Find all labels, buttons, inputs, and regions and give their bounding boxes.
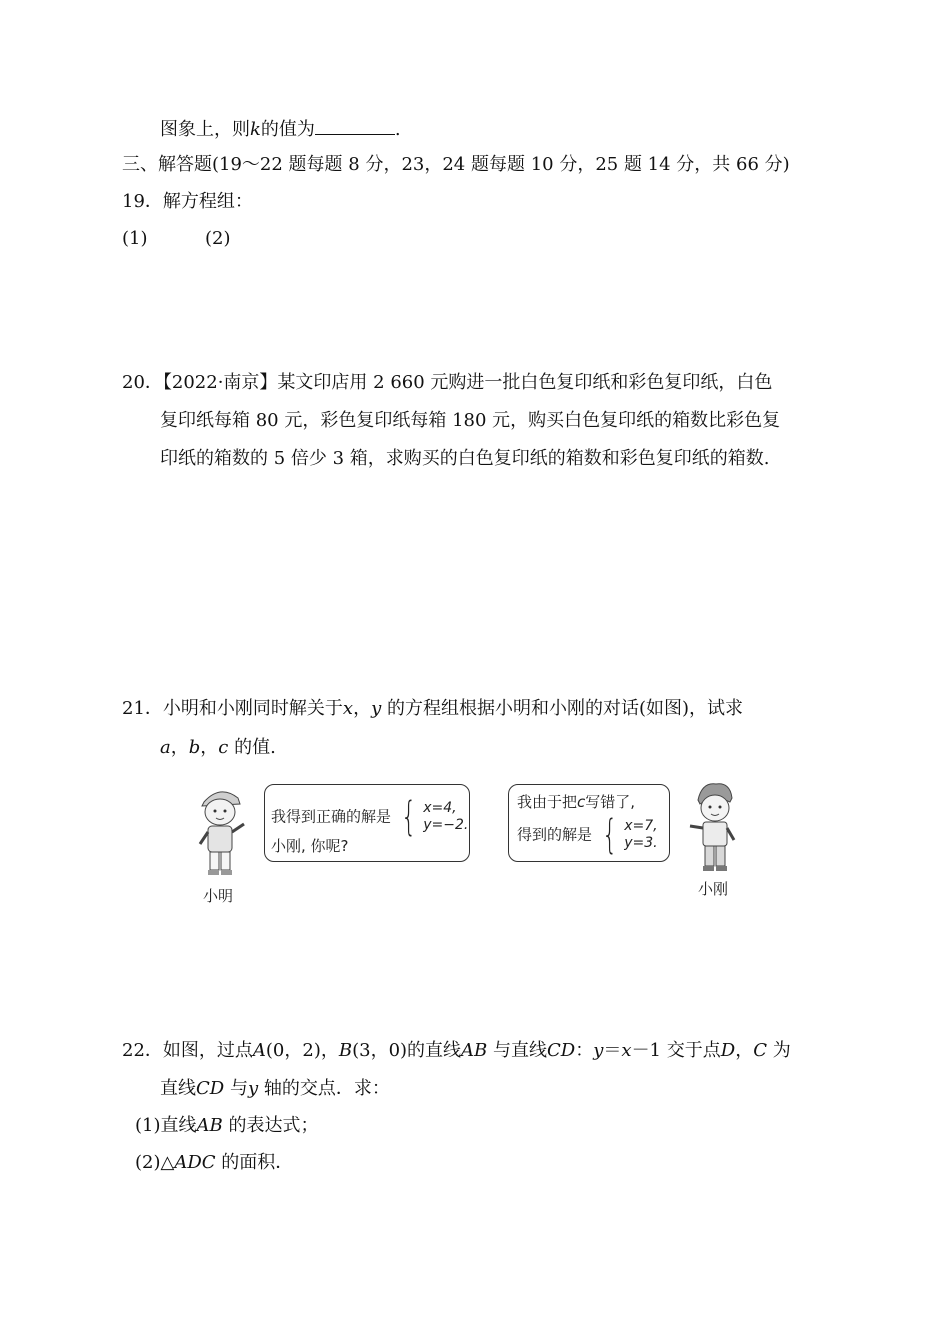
q22-eq-equals: ＝ [603, 1040, 622, 1061]
xiaoming-y-value: y=−2. [423, 817, 469, 833]
xiaogang-x-value: x=7, [624, 818, 658, 834]
q22-line1 [122, 1038, 791, 1064]
q18-text-2: 的值为 [260, 119, 315, 140]
q21-var-y: y [371, 698, 382, 719]
q21-line1 [122, 696, 743, 722]
q22-b-coord: (3，0)的直线 [352, 1040, 462, 1061]
q22-point-a: A [252, 1040, 266, 1061]
q22-part2-adc: ADC [174, 1152, 216, 1173]
q21-var-x: x [342, 698, 354, 719]
xiaogang-line1-b: 写错了, [585, 793, 636, 811]
brace-icon: { [601, 812, 618, 858]
q22-part2-pre: (2)△ [135, 1152, 175, 1173]
q20-line2: 复印纸每箱 80 元，彩色复印纸每箱 180 元，购买白色复印纸的箱数比彩色复 [160, 410, 781, 431]
q22-mid: 与直线 [487, 1040, 548, 1061]
xiaogang-line1-a: 我由于把 [517, 793, 578, 811]
q22-line-cd: CD [547, 1040, 576, 1061]
q20-line1: 20．【2022·南京】某文印店用 2 660 元购进一批白色复印纸和彩色复印纸，白色 [122, 372, 773, 393]
xiaogang-name: 小刚 [698, 880, 729, 898]
q22-point-c: C [753, 1040, 767, 1061]
xiaogang-speech-bubble [508, 784, 670, 862]
xiaogang-line2: 得到的解是 [517, 825, 593, 844]
xiaoming-line1: 我得到正确的解是 [271, 807, 392, 826]
q22-line-ab: AB [461, 1040, 488, 1061]
xiaogang-illustration [684, 776, 744, 876]
q21-line2 [160, 735, 276, 761]
q21-sep-2: ， [170, 737, 189, 758]
q22-part2-end: 的面积． [215, 1152, 294, 1173]
xiaoming-illustration [190, 780, 250, 880]
q20-line3: 印纸的箱数的 5 倍少 3 箱，求购买的白色复印纸的箱数和彩色复印纸的箱数. [160, 448, 770, 469]
q22-point-b: B [338, 1040, 353, 1061]
q18-text: 图象上，则 [160, 119, 250, 140]
xiaoming-line2: 小刚, 你呢? [271, 837, 349, 855]
q22-line2-y: y [247, 1078, 259, 1099]
q22-wei: 为 [766, 1040, 791, 1061]
xiaogang-line1 [517, 791, 635, 812]
q21-tail: 的值. [228, 737, 276, 758]
q22-comma: ， [735, 1040, 754, 1061]
q19-part2: (2) [205, 228, 231, 249]
q22-part1 [135, 1113, 318, 1139]
xiaoming-x-value: x=4, [423, 800, 457, 816]
q22-colon: ： [575, 1040, 594, 1061]
q21-sep: ， [353, 698, 372, 719]
q22-line2-cd: CD [196, 1078, 225, 1099]
q18-period: . [394, 119, 401, 140]
xiaoming-speech-bubble [264, 784, 470, 862]
xiaogang-solution-system [597, 812, 658, 858]
q22-part1-end: 的表达式； [222, 1115, 319, 1136]
q22-part1-ab: AB [196, 1115, 223, 1136]
q21-text: 21．小明和小刚同时解关于 [122, 698, 343, 719]
q19-stem: 19．解方程组： [122, 191, 253, 212]
q22-line2-mid: 与 [224, 1078, 248, 1099]
q22-line2 [160, 1076, 390, 1102]
q21-text-2: 的方程组根据小明和小刚的对话(如图)，试求 [381, 698, 743, 719]
q18-tail [160, 116, 401, 143]
q22-a-coord: (0，2)， [265, 1040, 339, 1061]
xiaoming-solution-system [396, 794, 469, 840]
q21-var-c: c [218, 737, 229, 758]
xiaogang-y-value: y=3. [624, 835, 658, 851]
q21-var-b: b [188, 737, 201, 758]
answer-blank[interactable] [315, 116, 395, 135]
section-3-title: 三、解答题(19～22 题每题 8 分，23，24 题每题 10 分，25 题 14 分，共 66 分) [122, 154, 790, 175]
q22-line2-end: 轴的交点．求： [258, 1078, 390, 1099]
q18-var-k: k [250, 119, 261, 140]
q21-var-a: a [160, 737, 171, 758]
brace-icon: { [400, 794, 417, 840]
q22-eq-end: －1 交于点 [631, 1040, 721, 1061]
q22-text: 22．如图，过点 [122, 1040, 253, 1061]
q21-sep-3: ， [200, 737, 219, 758]
q22-line2-pre: 直线 [160, 1078, 196, 1099]
q19-part1: (1) [122, 228, 148, 249]
xiaogang-var-c: c [577, 793, 586, 811]
q22-point-d: D [720, 1040, 736, 1061]
q22-part2 [135, 1150, 293, 1176]
xiaoming-name: 小明 [203, 887, 234, 905]
q22-part1-pre: (1)直线 [135, 1115, 197, 1136]
q22-eq-y: y [593, 1040, 604, 1061]
q22-eq-x: x [621, 1040, 632, 1061]
